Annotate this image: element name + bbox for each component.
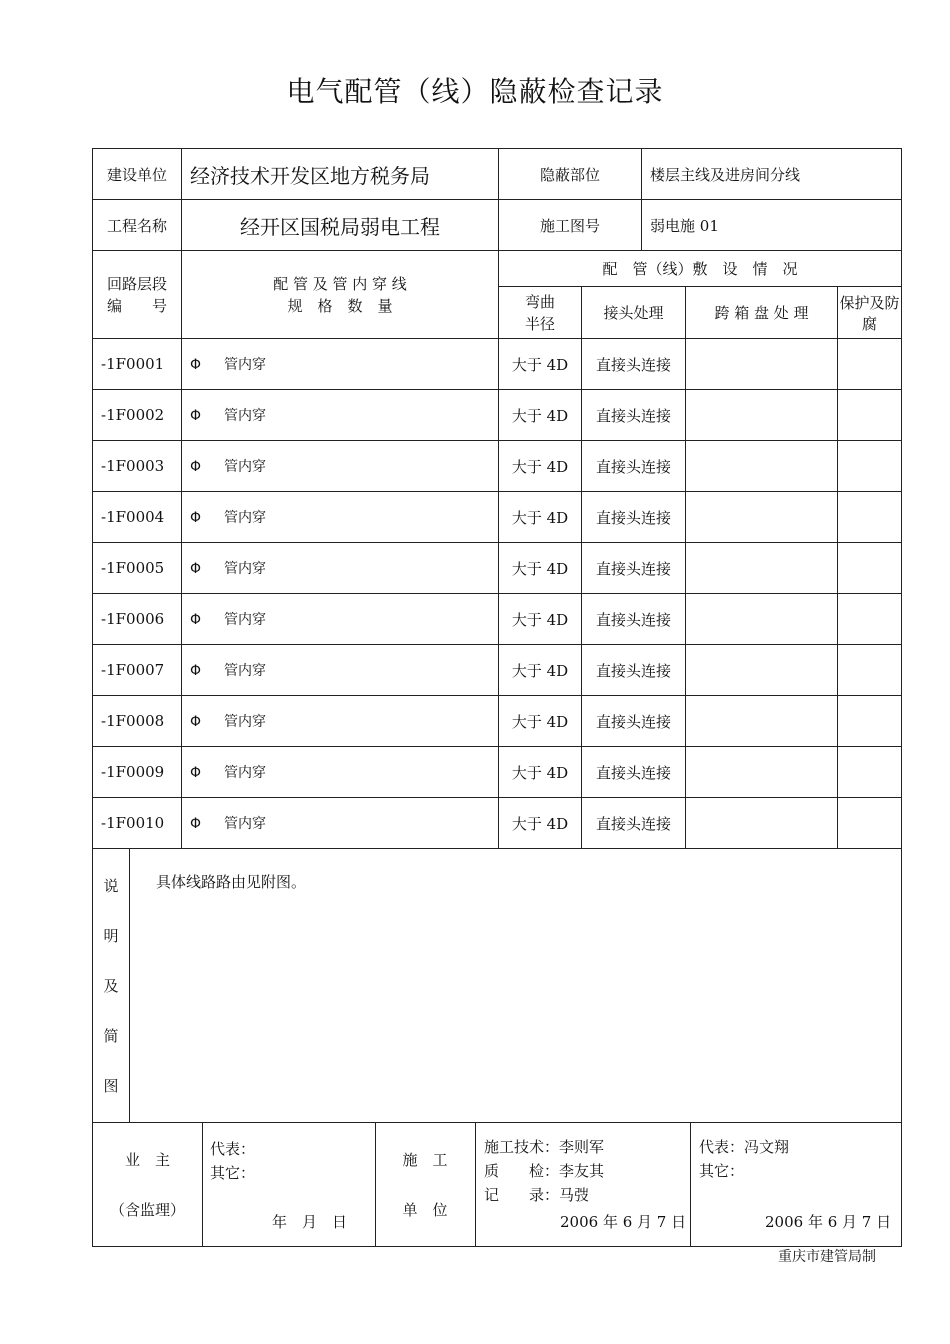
spec-text: 管内穿 — [224, 357, 266, 373]
box-value — [686, 543, 838, 594]
notes-label-char: 及 — [103, 977, 119, 995]
contractor-date: 2006 年 6 月 7 日 — [560, 1213, 687, 1231]
joint-value: 直接头连接 — [582, 798, 686, 849]
spec-header-line1: 配 管 及 管 内 穿 线 — [273, 274, 407, 293]
box-value — [686, 798, 838, 849]
spec-text: 管内穿 — [224, 765, 266, 781]
spec-header-line2: 规 格 数 量 — [287, 296, 393, 315]
table-row — [93, 390, 902, 441]
header-row-unit — [93, 149, 902, 200]
joint-value: 直接头连接 — [582, 339, 686, 390]
box-value — [686, 492, 838, 543]
spec-text: 管内穿 — [224, 408, 266, 424]
bend-value: 大于 4D — [499, 696, 582, 747]
phi-symbol: Φ — [190, 714, 202, 730]
contractor-sign-cell — [475, 1123, 691, 1246]
circuit-id: -1F0003 — [93, 441, 182, 492]
box-value — [686, 390, 838, 441]
joint-value: 直接头连接 — [582, 645, 686, 696]
signature-block — [93, 1123, 902, 1246]
box-value — [686, 441, 838, 492]
phi-symbol: Φ — [190, 663, 202, 679]
column-header-row-1 — [93, 251, 902, 287]
group-column-header: 配 管（线）敷 设 情 况 — [499, 251, 902, 287]
circuit-header-line2: 编 号 — [106, 296, 167, 315]
owner-lines — [210, 1137, 255, 1185]
circuit-id: -1F0006 — [93, 594, 182, 645]
notes-label-char: 图 — [103, 1077, 119, 1095]
box-column-header: 跨 箱 盘 处 理 — [686, 287, 838, 339]
spec-column-header — [182, 251, 499, 339]
notes-cell — [93, 849, 902, 1123]
contractor-label-line2: 单 位 — [402, 1201, 448, 1219]
phi-symbol: Φ — [190, 765, 202, 781]
joint-value: 直接头连接 — [582, 543, 686, 594]
spec-text: 管内穿 — [224, 816, 266, 832]
box-value — [686, 645, 838, 696]
spec-text: 管内穿 — [224, 459, 266, 475]
circuit-id: -1F0005 — [93, 543, 182, 594]
spec-cell — [182, 441, 499, 492]
rep-other: 其它： — [699, 1162, 745, 1180]
spec-cell — [182, 747, 499, 798]
circuit-column-header — [93, 251, 182, 339]
bend-value: 大于 4D — [499, 390, 582, 441]
phi-symbol: Φ — [190, 357, 202, 373]
protect-value — [838, 798, 902, 849]
contractor-lines — [484, 1135, 604, 1207]
box-value — [686, 696, 838, 747]
phi-symbol: Φ — [190, 510, 202, 526]
header-row-project — [93, 200, 902, 251]
joint-value: 直接头连接 — [582, 747, 686, 798]
joint-value: 直接头连接 — [582, 696, 686, 747]
spec-text: 管内穿 — [224, 561, 266, 577]
notes-inner — [93, 849, 902, 1122]
box-value — [686, 339, 838, 390]
protect-value — [838, 339, 902, 390]
spec-text: 管内穿 — [224, 612, 266, 628]
circuit-id: -1F0007 — [93, 645, 182, 696]
bend-header-line1: 弯曲 — [524, 292, 555, 311]
spec-cell — [182, 492, 499, 543]
table-row — [93, 645, 902, 696]
spec-cell — [182, 645, 499, 696]
hidden-part-value: 楼层主线及进房间分线 — [642, 149, 902, 200]
bend-value: 大于 4D — [499, 492, 582, 543]
protect-value — [838, 645, 902, 696]
notes-label — [93, 849, 130, 1122]
bend-column-header — [499, 287, 582, 339]
drawing-label: 施工图号 — [499, 200, 642, 251]
notes-row — [93, 849, 902, 1123]
quality-signer: 质 检：李友其 — [484, 1162, 605, 1180]
protect-value — [838, 696, 902, 747]
table-row — [93, 594, 902, 645]
owner-sign-cell — [202, 1123, 376, 1246]
spec-cell — [182, 390, 499, 441]
joint-column-header: 接头处理 — [582, 287, 686, 339]
notes-text: 具体线路路由见附图。 — [156, 873, 307, 891]
table-row — [93, 441, 902, 492]
owner-rep: 代表： — [210, 1140, 256, 1158]
circuit-id: -1F0002 — [93, 390, 182, 441]
page-title: 电气配管（线）隐蔽检查记录 — [286, 75, 664, 108]
spec-cell — [182, 594, 499, 645]
inspection-form — [92, 148, 901, 1247]
circuit-header-line1: 回路层段 — [106, 274, 167, 293]
phi-symbol: Φ — [190, 561, 202, 577]
tech-signer: 施工技术：李则军 — [484, 1138, 605, 1156]
protect-value — [838, 441, 902, 492]
rep-sign-cell — [690, 1123, 902, 1246]
box-value — [686, 747, 838, 798]
table-row — [93, 492, 902, 543]
owner-date: 年 月 日 — [272, 1213, 348, 1231]
circuit-id: -1F0009 — [93, 747, 182, 798]
table-row — [93, 696, 902, 747]
protect-value — [838, 390, 902, 441]
phi-symbol: Φ — [190, 816, 202, 832]
protect-value — [838, 492, 902, 543]
recorder-signer: 记 录：马弢 — [484, 1186, 590, 1204]
contractor-label-cell — [375, 1123, 476, 1246]
unit-label: 建设单位 — [93, 149, 182, 200]
spec-cell — [182, 696, 499, 747]
owner-other: 其它： — [210, 1164, 256, 1182]
joint-value: 直接头连接 — [582, 390, 686, 441]
bend-value: 大于 4D — [499, 441, 582, 492]
spec-text: 管内穿 — [224, 714, 266, 730]
phi-symbol: Φ — [190, 408, 202, 424]
bend-value: 大于 4D — [499, 798, 582, 849]
drawing-value: 弱电施 01 — [642, 200, 902, 251]
table-row — [93, 747, 902, 798]
box-value — [686, 594, 838, 645]
bend-header-line2: 半径 — [524, 314, 555, 333]
table-row — [93, 543, 902, 594]
circuit-id: -1F0001 — [93, 339, 182, 390]
owner-label-line2: （含监理） — [109, 1201, 185, 1219]
spec-cell — [182, 798, 499, 849]
owner-label-cell — [93, 1123, 203, 1246]
unit-value: 经济技术开发区地方税务局 — [182, 149, 499, 200]
footer-issuer: 重庆市建管局制 — [778, 1249, 876, 1265]
spec-cell — [182, 339, 499, 390]
joint-value: 直接头连接 — [582, 441, 686, 492]
project-label: 工程名称 — [93, 200, 182, 251]
notes-label-char: 简 — [103, 1027, 119, 1045]
bend-value: 大于 4D — [499, 747, 582, 798]
spec-cell — [182, 543, 499, 594]
signature-row — [93, 1123, 902, 1247]
bend-value: 大于 4D — [499, 543, 582, 594]
circuit-id: -1F0008 — [93, 696, 182, 747]
bend-value: 大于 4D — [499, 594, 582, 645]
bend-value: 大于 4D — [499, 339, 582, 390]
joint-value: 直接头连接 — [582, 492, 686, 543]
rep-signer: 代表：冯文翔 — [699, 1138, 790, 1156]
rep-date: 2006 年 6 月 7 日 — [765, 1213, 892, 1231]
table-row — [93, 339, 902, 390]
rep-lines — [699, 1135, 789, 1183]
record-table — [92, 148, 902, 1247]
bend-value: 大于 4D — [499, 645, 582, 696]
phi-symbol: Φ — [190, 612, 202, 628]
contractor-label-line1: 施 工 — [402, 1151, 448, 1169]
project-value: 经开区国税局弱电工程 — [182, 200, 499, 251]
notes-label-char: 明 — [103, 927, 119, 945]
spec-text: 管内穿 — [224, 510, 266, 526]
owner-label-line1: 业 主 — [124, 1151, 170, 1169]
hidden-part-label: 隐蔽部位 — [499, 149, 642, 200]
spec-text: 管内穿 — [224, 663, 266, 679]
table-row — [93, 798, 902, 849]
protect-value — [838, 594, 902, 645]
protect-value — [838, 543, 902, 594]
phi-symbol: Φ — [190, 459, 202, 475]
protect-value — [838, 747, 902, 798]
circuit-id: -1F0010 — [93, 798, 182, 849]
circuit-id: -1F0004 — [93, 492, 182, 543]
protect-column-header: 保护及防腐 — [838, 287, 902, 339]
signature-cell — [93, 1123, 902, 1247]
joint-value: 直接头连接 — [582, 594, 686, 645]
notes-label-char: 说 — [103, 877, 119, 895]
